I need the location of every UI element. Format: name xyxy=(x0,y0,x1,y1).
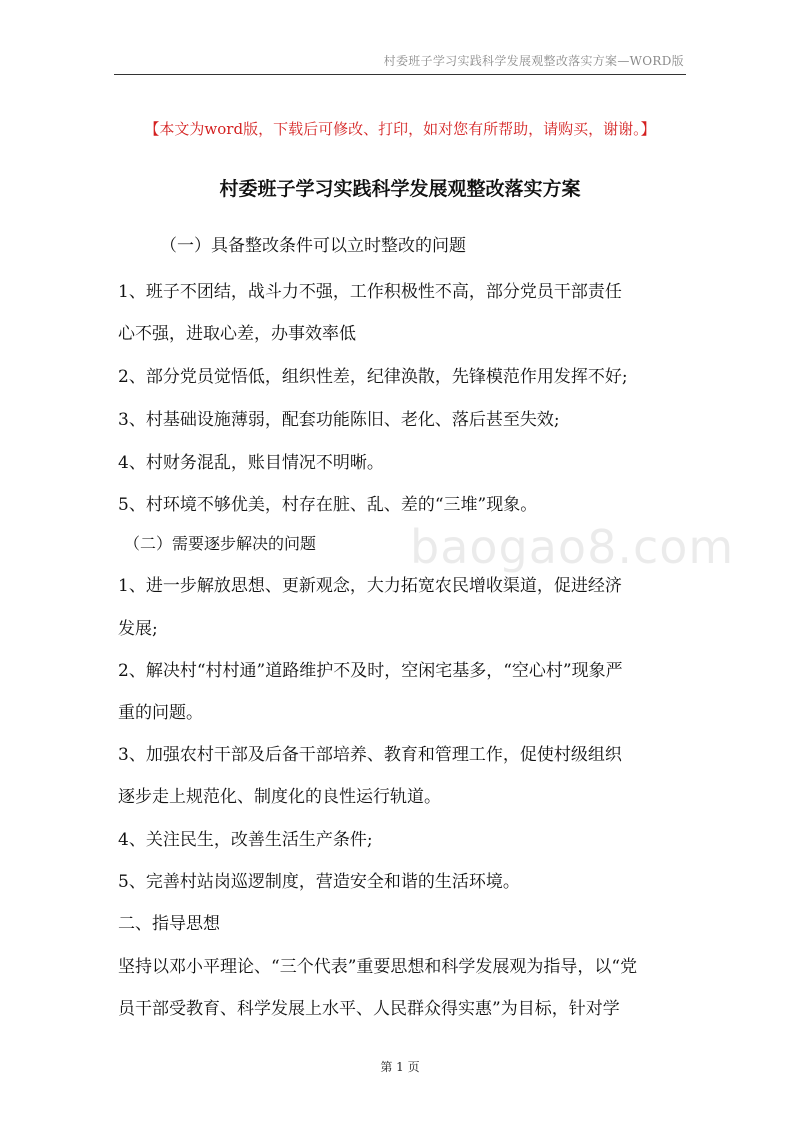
watermark: baogao8.com xyxy=(410,520,735,574)
section-heading-3: 二、指导思想 xyxy=(118,914,220,934)
page-number: 第 1 页 xyxy=(380,1060,420,1074)
body-line: 1、班子不团结，战斗力不强，工作积极性不高，部分党员干部责任 xyxy=(118,282,622,302)
body-line: 4、村财务混乱，账目情况不明晰。 xyxy=(118,453,384,473)
document-title: 村委班子学习实践科学发展观整改落实方案 xyxy=(219,178,581,200)
section-heading-1: （一）具备整改条件可以立时整改的问题 xyxy=(160,236,466,256)
body-line: 2、部分党员觉悟低，组织性差，纪律涣散，先锋模范作用发挥不好; xyxy=(118,367,628,387)
body-line: 1、进一步解放思想、更新观念，大力拓宽农民增收渠道，促进经济 xyxy=(118,576,622,596)
body-line: 员干部受教育、科学发展上水平、人民群众得实惠”为目标，针对学 xyxy=(118,999,620,1019)
header-divider xyxy=(114,74,686,75)
body-line: 重的问题。 xyxy=(118,703,203,723)
body-line: 逐步走上规范化、制度化的良性运行轨道。 xyxy=(118,787,441,807)
body-line: 3、村基础设施薄弱，配套功能陈旧、老化、落后甚至失效; xyxy=(118,410,560,430)
body-line: 3、加强农村干部及后备干部培养、教育和管理工作，促使村级组织 xyxy=(118,745,622,765)
body-line: 坚持以邓小平理论、“三个代表”重要思想和科学发展观为指导，以“党 xyxy=(118,957,638,977)
body-line: 4、关注民生，改善生活生产条件; xyxy=(118,830,373,850)
body-line: 5、村环境不够优美，村存在脏、乱、差的“三堆”现象。 xyxy=(118,495,538,515)
body-line: 发展; xyxy=(118,619,158,639)
body-line: 心不强，进取心差，办事效率低 xyxy=(118,324,356,344)
section-heading-2: （二）需要逐步解决的问题 xyxy=(124,534,317,553)
body-line: 5、完善村站岗巡逻制度，营造安全和谐的生活环境。 xyxy=(118,872,520,892)
running-header: 村委班子学习实践科学发展观整改落实方案—WORD版 xyxy=(383,54,684,68)
download-notice: 【本文为word版，下载后可修改、打印，如对您有所帮助，请购买，谢谢。】 xyxy=(144,120,656,138)
body-line: 2、解决村“村村通”道路维护不及时，空闲宅基多，“空心村”现象严 xyxy=(118,661,623,681)
